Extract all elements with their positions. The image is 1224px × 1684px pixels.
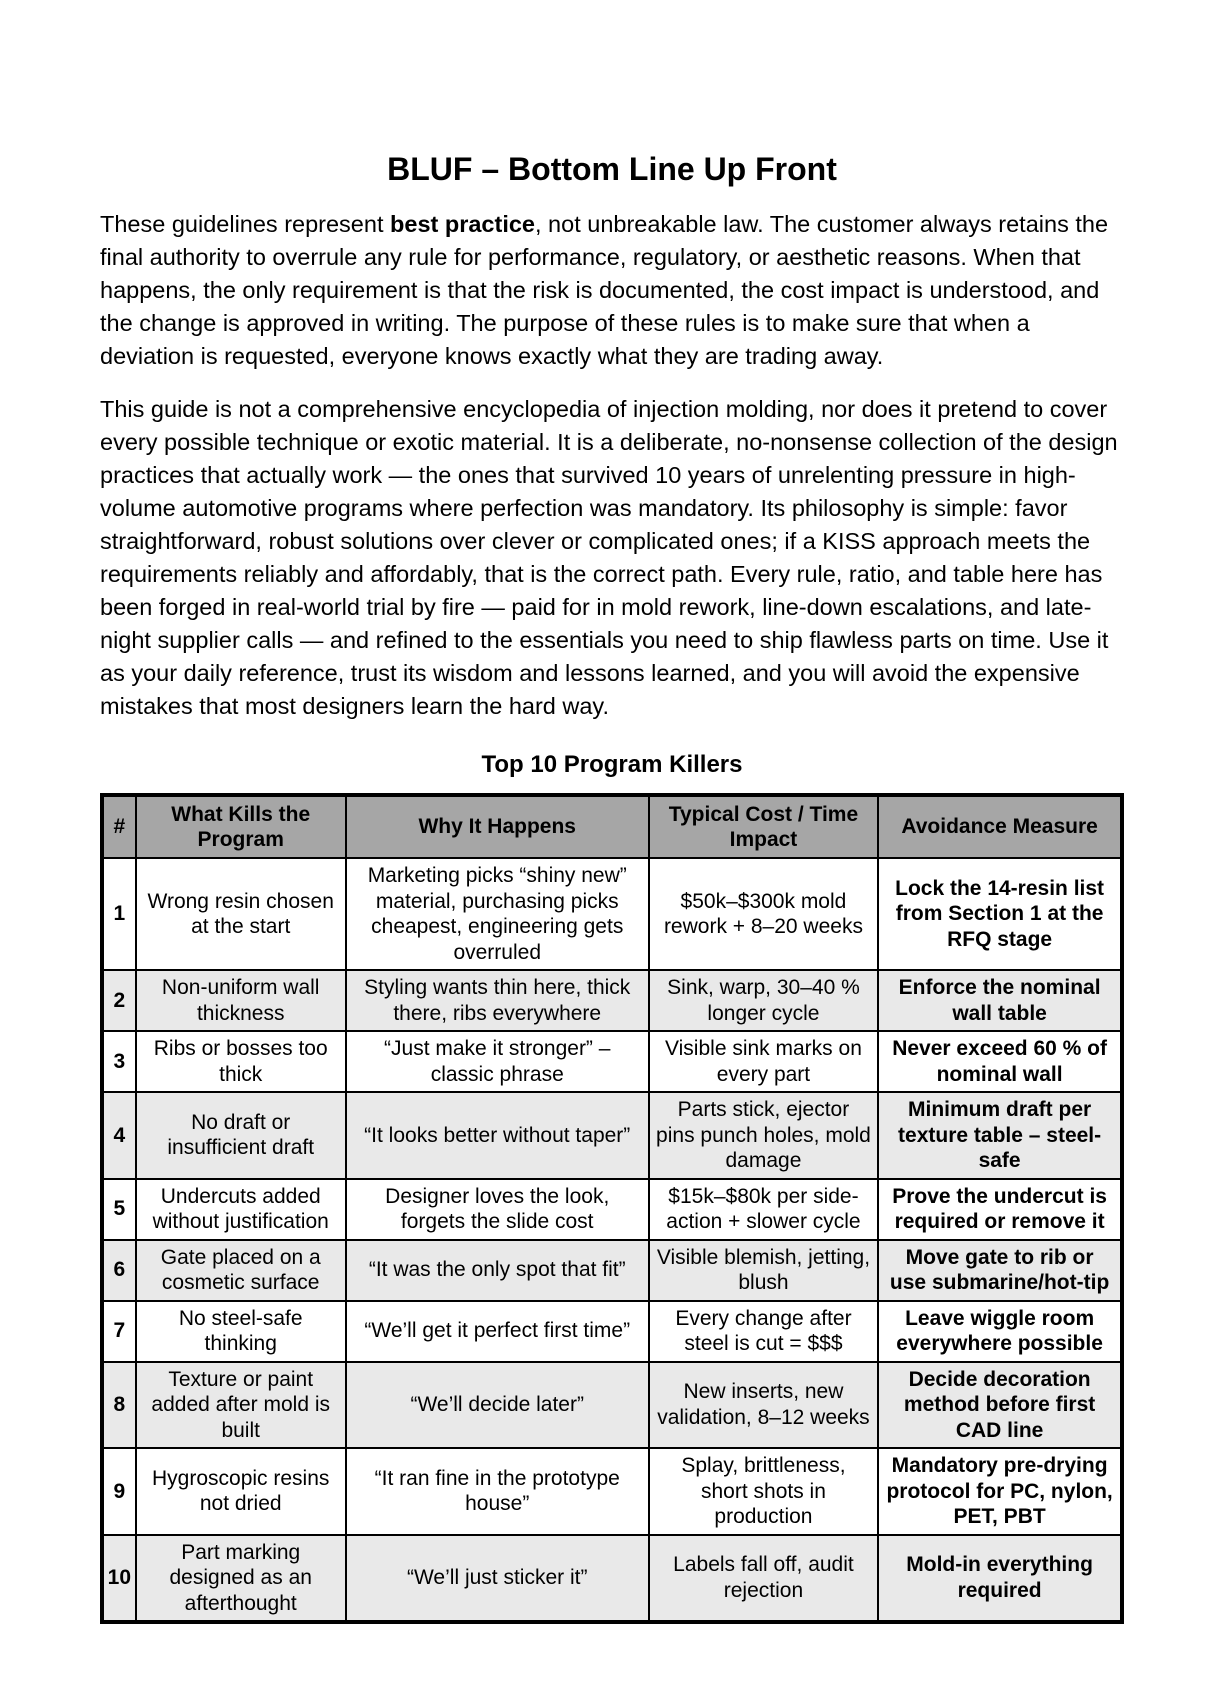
why-it-happens-cell: “We’ll get it perfect first time” [346,1301,649,1362]
row-number-cell: 4 [102,1092,136,1179]
cost-impact-cell: $15k–$80k per side-action + slower cycle [649,1179,879,1240]
cost-impact-cell: Splay, brittleness, short shots in production [649,1448,879,1535]
row-number-cell: 2 [102,970,136,1031]
what-kills-cell: Non-uniform wall thickness [136,970,346,1031]
what-kills-cell: Part marking designed as an afterthought [136,1535,346,1623]
row-number-cell: 8 [102,1362,136,1449]
row-number-cell: 9 [102,1448,136,1535]
what-kills-cell: Wrong resin chosen at the start [136,858,346,970]
avoidance-measure-cell: Mold-in everything required [878,1535,1122,1623]
table-row [102,1362,1122,1449]
table-row [102,970,1122,1031]
what-kills-cell: Gate placed on a cosmetic surface [136,1240,346,1301]
cost-impact-cell: Visible blemish, jetting, blush [649,1240,879,1301]
why-it-happens-cell: “It looks better without taper” [346,1092,649,1179]
cost-impact-cell: Labels fall off, audit rejection [649,1535,879,1623]
why-it-happens-cell: “We’ll just sticker it” [346,1535,649,1623]
why-it-happens-cell: “It was the only spot that fit” [346,1240,649,1301]
avoidance-measure-cell: Never exceed 60 % of nominal wall [878,1031,1122,1092]
table-row [102,1448,1122,1535]
program-killers-table [100,793,1124,1624]
cost-impact-cell: Visible sink marks on every part [649,1031,879,1092]
avoidance-measure-cell: Prove the undercut is required or remove it [878,1179,1122,1240]
row-number-cell: 10 [102,1535,136,1623]
avoidance-measure-cell: Leave wiggle room everywhere possible [878,1301,1122,1362]
row-number-cell: 6 [102,1240,136,1301]
paragraph-1-bold-phrase: best practice [390,211,535,237]
intro-paragraph-1 [100,208,1124,373]
what-kills-cell: Undercuts added without justification [136,1179,346,1240]
row-number-cell: 1 [102,858,136,970]
header-cell-avoidance: Avoidance Measure [878,795,1122,858]
cost-impact-cell: Sink, warp, 30–40 % longer cycle [649,970,879,1031]
what-kills-cell: Texture or paint added after mold is built [136,1362,346,1449]
table-row [102,1535,1122,1623]
what-kills-cell: Hygroscopic resins not dried [136,1448,346,1535]
why-it-happens-cell: Designer loves the look, forgets the slide cost [346,1179,649,1240]
why-it-happens-cell: “It ran fine in the prototype house” [346,1448,649,1535]
avoidance-measure-cell: Minimum draft per texture table – steel-safe [878,1092,1122,1179]
table-row [102,1240,1122,1301]
what-kills-cell: No steel-safe thinking [136,1301,346,1362]
avoidance-measure-cell: Enforce the nominal wall table [878,970,1122,1031]
paragraph-1-text-post: , not unbreakable law. The customer always retains the final authority to overrule any rule for performance, regulatory, or aesthetic reasons. When that happens, the only requirement is that the risk is documented, the cost impact is understood, and the change is approved in writing. The purpose of these rules is to make sure that when a deviation is requested, everyone knows exactly what they are trading away. [100,211,1109,369]
avoidance-measure-cell: Mandatory pre-drying protocol for PC, nylon, PET, PBT [878,1448,1122,1535]
table-row [102,1092,1122,1179]
cost-impact-cell: New inserts, new validation, 8–12 weeks [649,1362,879,1449]
row-number-cell: 7 [102,1301,136,1362]
avoidance-measure-cell: Decide decoration method before first CAD line [878,1362,1122,1449]
table-row [102,1301,1122,1362]
why-it-happens-cell: “We’ll decide later” [346,1362,649,1449]
what-kills-cell: No draft or insufficient draft [136,1092,346,1179]
page-title: BLUF – Bottom Line Up Front [387,151,837,187]
header-cell-number: # [102,795,136,858]
header-cell-why-it-happens: Why It Happens [346,795,649,858]
why-it-happens-cell: Marketing picks “shiny new” material, purchasing picks cheapest, engineering gets overruled [346,858,649,970]
avoidance-measure-cell: Lock the 14-resin list from Section 1 at the RFQ stage [878,858,1122,970]
why-it-happens-cell: Styling wants thin here, thick there, ribs everywhere [346,970,649,1031]
paragraph-1-text-pre: These guidelines represent [100,211,391,237]
row-number-cell: 3 [102,1031,136,1092]
table-header-row [102,795,1122,858]
cost-impact-cell: Parts stick, ejector pins punch holes, mold damage [649,1092,879,1179]
table-row [102,1179,1122,1240]
table-row [102,1031,1122,1092]
header-cell-what-kills: What Kills the Program [136,795,346,858]
why-it-happens-cell: “Just make it stronger” – classic phrase [346,1031,649,1092]
avoidance-measure-cell: Move gate to rib or use submarine/hot-tip [878,1240,1122,1301]
intro-paragraph-2: This guide is not a comprehensive encyclopedia of injection molding, nor does it pretend to cover every possible technique or exotic material. It is a deliberate, no-nonsense collection of the design practices that actually work — the ones that survived 10 years of unrelenting pressure in high-volume automotive programs where perfection was mandatory. Its philosophy is simple: favor straightforward, robust solutions over clever or complicated ones; if a KISS approach meets the requirements reliably and affordably, that is the correct path. Every rule, ratio, and table here has been forged in real-world trial by fire — paid for in mold rework, line-down escalations, and late-night supplier calls — and refined to the essentials you need to ship flawless parts on time. Use it as your daily reference, trust its wisdom and lessons learned, and you will avoid the expensive mistakes that most designers learn the hard way. [100,396,1118,719]
what-kills-cell: Ribs or bosses too thick [136,1031,346,1092]
table-row [102,858,1122,970]
table-title: Top 10 Program Killers [481,751,743,778]
cost-impact-cell: Every change after steel is cut = $$$ [649,1301,879,1362]
header-cell-cost-impact: Typical Cost / Time Impact [649,795,879,858]
row-number-cell: 5 [102,1179,136,1240]
cost-impact-cell: $50k–$300k mold rework + 8–20 weeks [649,858,879,970]
